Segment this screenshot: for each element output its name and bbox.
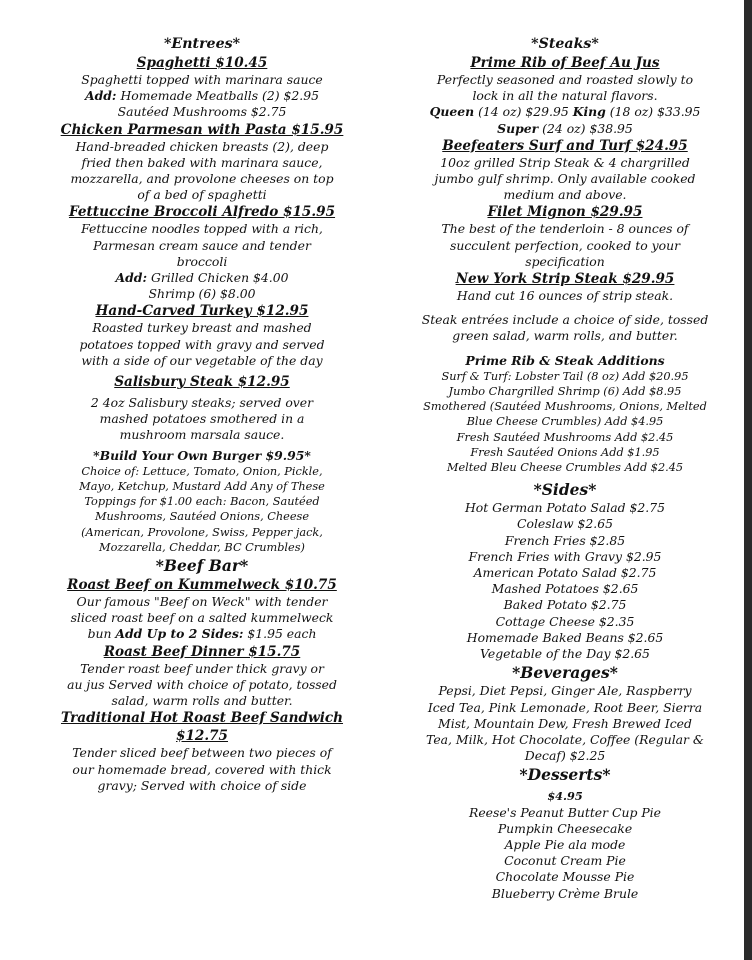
- chicken-parm-desc: Hand-breaded chicken breasts (2), deep: [75, 138, 329, 154]
- left-column: [52, 34, 352, 794]
- prime-rib-desc: Perfectly seasoned and roasted slowly to: [436, 72, 694, 87]
- burger-desc: Mushrooms, Sautéed Onions, Cheese: [94, 510, 310, 524]
- addition-item: Jumbo Chargrilled Shrimp (6) Add $8.95: [448, 385, 682, 399]
- side-item: Homemade Baked Beans $2.65: [466, 629, 664, 645]
- burger-desc: Toppings for $1.00 each: Bacon, Sautéed: [84, 495, 320, 509]
- surf-turf-desc: jumbo gulf shrimp. Only available cooked: [434, 171, 696, 187]
- dessert-item: Chocolate Mousse Pie: [495, 869, 635, 885]
- turkey-desc: with a side of our vegetable of the day: [81, 352, 323, 368]
- turkey-name: Hand-Carved Turkey $12.95: [95, 303, 309, 320]
- roast-beef-dinner-desc: au jus Served with choice of potato, tossed: [67, 676, 337, 692]
- dessert-item: Reese's Peanut Butter Cup Pie: [469, 804, 661, 820]
- add-sides-label: Add Up to 2 Sides:: [115, 626, 244, 642]
- side-item: French Fries with Gravy $2.95: [468, 548, 662, 564]
- filet-name: Filet Mignon $29.95: [487, 204, 643, 221]
- kummelweck-sides: [52, 626, 352, 642]
- chicken-parm-name: Chicken Parmesan with Pasta $15.95: [60, 121, 344, 138]
- fettuccine-desc: Fettuccine noodles topped with a rich,: [81, 221, 323, 237]
- ny-strip-desc: Hand cut 16 ounces of strip steak.: [456, 288, 674, 304]
- beverages-desc: Tea, Milk, Hot Chocolate, Coffee (Regular &: [426, 731, 704, 747]
- fettuccine-desc: Parmesan cream sauce and tender: [93, 237, 311, 253]
- side-item: Hot German Potato Salad $2.75: [465, 500, 665, 516]
- side-item: American Potato Salad $2.75: [473, 565, 657, 581]
- desserts-price: $4.95: [547, 789, 583, 804]
- burger-desc: (American, Provolone, Swiss, Pepper jack,: [81, 525, 323, 539]
- fettuccine-extra: Shrimp (6) $8.00: [148, 286, 256, 302]
- turkey-desc: potatoes topped with gravy and served: [79, 336, 325, 352]
- roast-beef-dinner-name: Roast Beef Dinner $15.75: [103, 643, 301, 660]
- filet-desc: specification: [525, 253, 605, 269]
- king-label: King: [572, 104, 606, 120]
- dessert-item: Pumpkin Cheesecake: [497, 820, 633, 836]
- traditional-desc: Tender sliced beef between two pieces of: [72, 745, 332, 761]
- beverages-title: *Beverages*: [512, 663, 618, 683]
- burger-desc: Mozzarella, Cheddar, BC Crumbles): [99, 540, 305, 554]
- burger-desc: Choice of: Lettuce, Tomato, Onion, Pickle,: [81, 464, 323, 478]
- dessert-item: Coconut Cream Pie: [504, 853, 626, 869]
- spaghetti-add: [52, 88, 352, 104]
- addition-item: Surf & Turf: Lobster Tail (8 oz) Add $20.95: [441, 369, 689, 383]
- kummelweck-desc: sliced roast beef on a salted kummelweck: [70, 610, 334, 626]
- chicken-parm-desc: mozzarella, and provolone cheeses on top: [70, 171, 334, 187]
- salisbury-name: Salisbury Steak $12.95: [114, 374, 290, 391]
- chicken-parm-desc: of a bed of spaghetti: [137, 187, 267, 203]
- steaks-title: *Steaks*: [531, 36, 599, 52]
- spaghetti-desc: Spaghetti topped with marinara sauce: [81, 72, 323, 87]
- fettuccine-name: Fettuccine Broccoli Alfredo $15.95: [68, 204, 336, 221]
- prime-rib-sizes: [414, 104, 716, 120]
- prime-rib-desc: lock in all the natural flavors.: [472, 88, 658, 104]
- add-sides-price: $1.95 each: [243, 626, 317, 642]
- addition-item: Blue Cheese Crumbles) Add $4.95: [466, 415, 664, 429]
- spaghetti-extra: Sautéed Mushrooms $2.75: [117, 104, 287, 120]
- roast-beef-dinner-desc: Tender roast beef under thick gravy or: [80, 660, 324, 676]
- desserts-title: *Desserts*: [519, 765, 611, 785]
- right-column: [414, 34, 716, 902]
- super-label: Super: [497, 120, 539, 136]
- turkey-desc: Roasted turkey breast and mashed: [92, 320, 312, 336]
- side-item: Vegetable of the Day $2.65: [480, 646, 650, 662]
- side-item: Cottage Cheese $2.35: [495, 613, 635, 629]
- entrees-title: *Entrees*: [163, 36, 241, 52]
- surf-turf-name: Beefeaters Surf and Turf $24.95: [442, 137, 688, 154]
- kummelweck-name: Roast Beef on Kummelweck $10.75: [67, 577, 337, 594]
- ny-strip-name: New York Strip Steak $29.95: [455, 271, 675, 288]
- dessert-item: Apple Pie ala mode: [504, 836, 626, 852]
- salisbury-desc: mushroom marsala sauce.: [119, 427, 285, 443]
- surf-turf-desc: 10oz grilled Strip Steak & 4 chargrilled: [440, 154, 690, 170]
- addition-item: Fresh Sautéed Onions Add $1.95: [470, 445, 660, 459]
- salisbury-desc: 2 4oz Salisbury steaks; served over: [90, 395, 314, 411]
- sides-title: *Sides*: [533, 480, 597, 500]
- fettuccine-add: [52, 270, 352, 286]
- super-text: (24 oz) $38.95: [538, 120, 633, 136]
- additions-title: Prime Rib & Steak Additions: [465, 352, 665, 368]
- beverages-desc: Decaf) $2.25: [524, 748, 606, 764]
- queen-text: (14 oz) $29.95: [474, 104, 573, 120]
- steak-note: green salad, warm rolls, and butter.: [452, 328, 678, 344]
- surf-turf-desc: medium and above.: [503, 187, 627, 203]
- burger-desc: Mayo, Ketchup, Mustard Add Any of These: [79, 480, 325, 494]
- prime-rib-name: Prime Rib of Beef Au Jus: [470, 55, 660, 71]
- beverages-desc: Pepsi, Diet Pepsi, Ginger Ale, Raspberry: [438, 683, 692, 699]
- beverages-desc: Mist, Mountain Dew, Fresh Brewed Iced: [438, 715, 692, 731]
- beverages-desc: Iced Tea, Pink Lemonade, Root Beer, Sierra: [427, 699, 703, 715]
- kummelweck-desc: Our famous "Beef on Weck" with tender: [76, 594, 328, 610]
- burger-name: *Build Your Own Burger $9.95*: [93, 447, 311, 463]
- addition-item: Melted Bleu Cheese Crumbles Add $2.45: [446, 461, 684, 475]
- dessert-item: Blueberry Crème Brule: [491, 885, 639, 901]
- filet-desc: The best of the tenderloin - 8 ounces of: [441, 221, 689, 237]
- traditional-price: $12.75: [175, 728, 229, 745]
- king-text: (18 oz) $33.95: [605, 104, 701, 120]
- salisbury-desc: mashed potatoes smothered in a: [99, 411, 305, 427]
- traditional-desc: our homemade bread, covered with thick: [72, 761, 332, 777]
- fettuccine-desc: broccoli: [176, 253, 228, 269]
- scan-edge: [744, 0, 752, 960]
- steak-note: Steak entrées include a choice of side, tossed: [421, 312, 709, 328]
- side-item: French Fries $2.85: [504, 532, 626, 548]
- traditional-desc: gravy; Served with choice of side: [97, 777, 307, 793]
- side-item: Baked Potato $2.75: [503, 597, 627, 613]
- prime-rib-super: [414, 121, 716, 137]
- traditional-name: Traditional Hot Roast Beef Sandwich: [60, 710, 344, 727]
- roast-beef-dinner-desc: salad, warm rolls and butter.: [111, 693, 293, 709]
- add-label: Add:: [84, 88, 117, 104]
- kummelweck-bun: bun: [87, 626, 116, 642]
- spaghetti-name: Spaghetti $10.45: [136, 55, 268, 71]
- beef-bar-title: *Beef Bar*: [155, 556, 249, 576]
- add-label: Add:: [115, 270, 148, 286]
- filet-desc: succulent perfection, cooked to your: [449, 237, 680, 253]
- add-text: Grilled Chicken $4.00: [147, 270, 289, 286]
- addition-item: Fresh Sautéed Mushrooms Add $2.45: [456, 430, 674, 444]
- side-item: Coleslaw $2.65: [517, 516, 613, 532]
- add-text: Homemade Meatballs (2) $2.95: [116, 88, 320, 104]
- side-item: Mashed Potatoes $2.65: [491, 581, 639, 597]
- queen-label: Queen: [429, 104, 475, 120]
- addition-item: Smothered (Sautéed Mushrooms, Onions, Melted: [423, 400, 707, 414]
- chicken-parm-desc: fried then baked with marinara sauce,: [81, 154, 323, 170]
